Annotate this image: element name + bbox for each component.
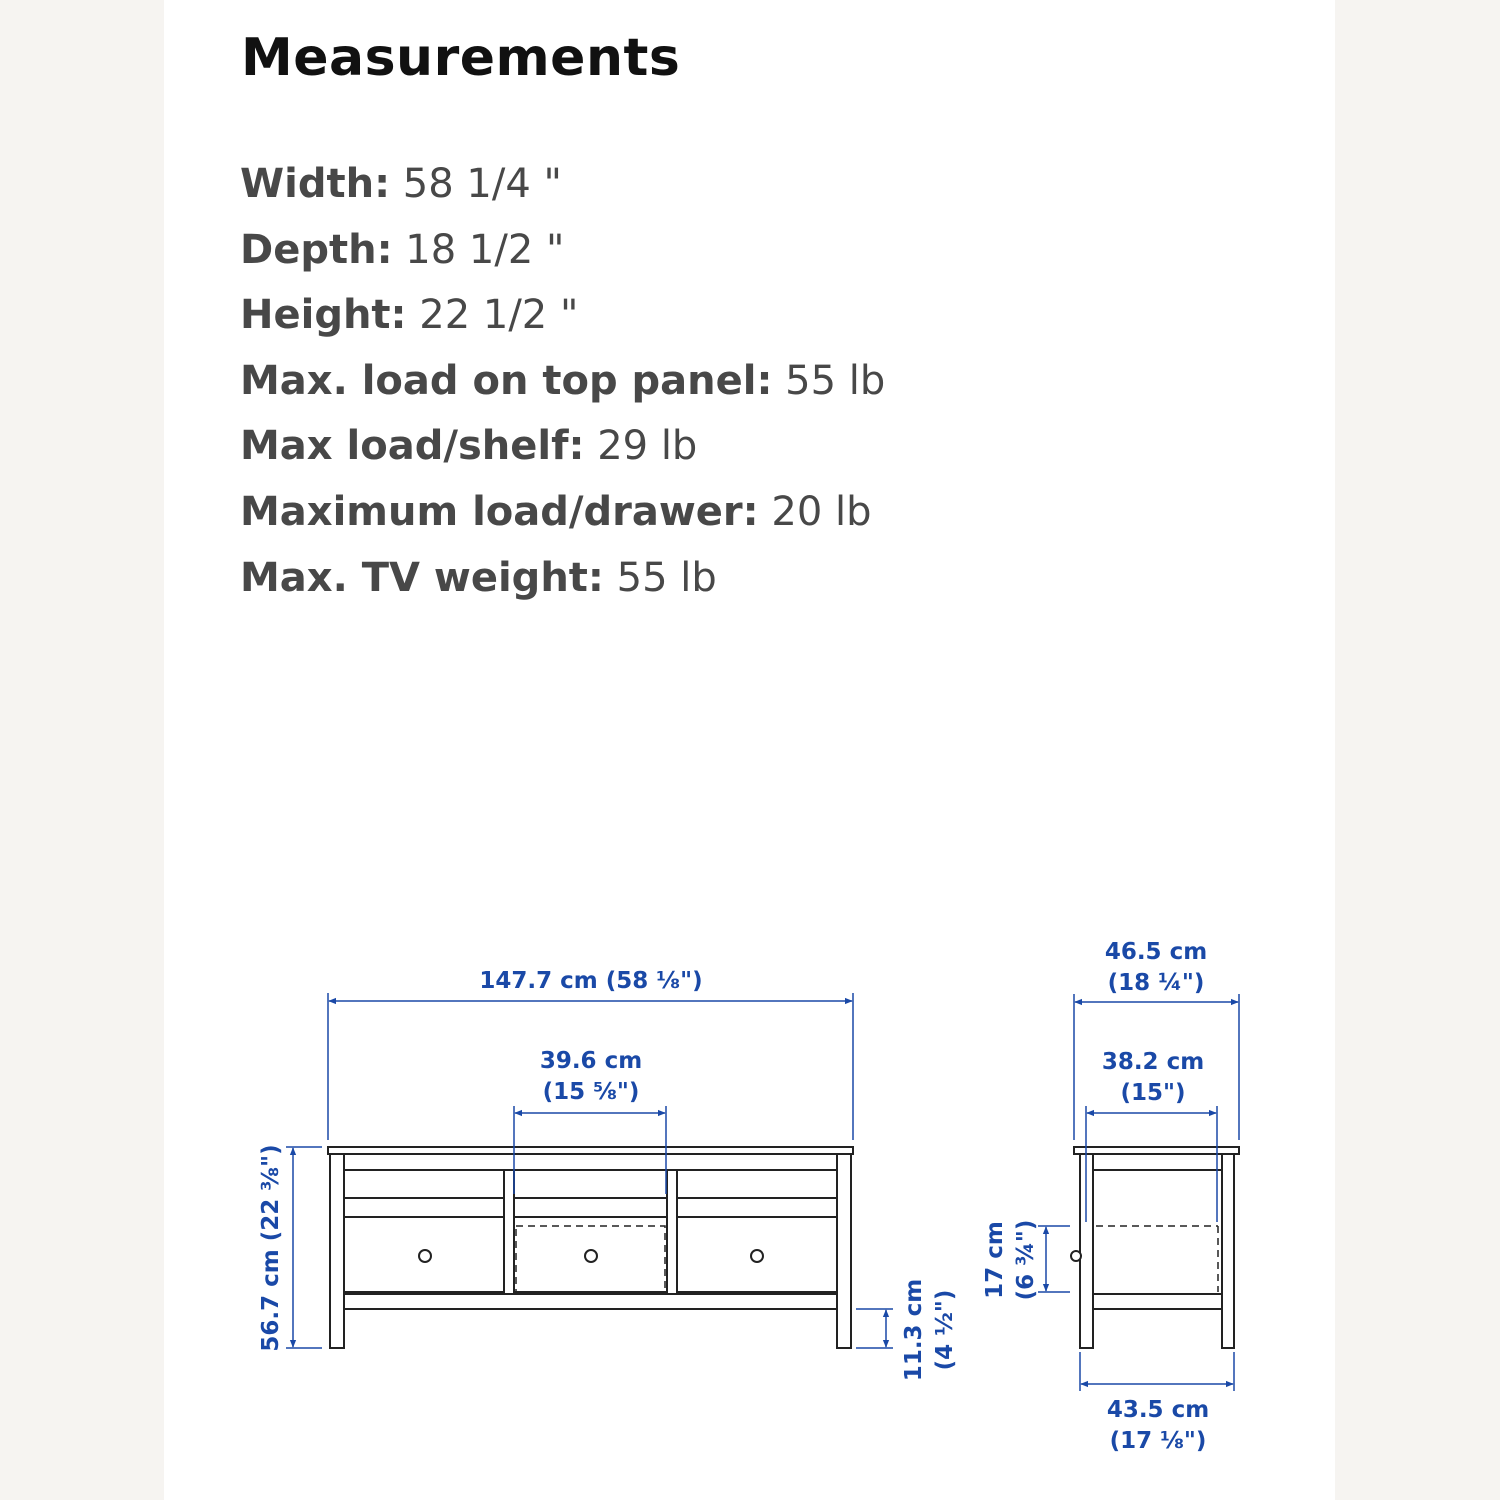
drawer-knob-left (419, 1250, 431, 1262)
spec-value: 58 1/4 " (402, 161, 562, 207)
spec-value: 55 lb (785, 357, 886, 404)
front-upper-rail (344, 1154, 837, 1170)
side-drawer-knob (1071, 1251, 1081, 1261)
spec-label: Max load/shelf: (240, 423, 585, 470)
side-inner-cm: 38.2 cm (1101, 1049, 1205, 1075)
spec-value: 55 lb (616, 554, 717, 601)
side-back-leg (1222, 1154, 1234, 1348)
compartment-width-cm: 39.6 cm (539, 1048, 643, 1074)
front-bottom-shelf (344, 1294, 837, 1309)
spec-value: 18 1/2 " (405, 226, 565, 273)
spec-label: Max. TV weight: (240, 554, 604, 601)
spec-value: 29 lb (597, 423, 698, 470)
front-shelf-left (344, 1198, 504, 1217)
dimension-lines (286, 993, 1239, 1391)
front-height-label: 56.7 cm (22 ⅜") (258, 1144, 284, 1352)
side-depth-cm: 46.5 cm (1104, 939, 1208, 965)
spec-label: Height: (240, 292, 407, 339)
side-drawer-cm: 17 cm (982, 1221, 1008, 1299)
front-divider-left (504, 1170, 514, 1294)
side-depth-in: (18 ¼") (1107, 970, 1205, 996)
compartment-width-in: (15 ⅝") (542, 1079, 640, 1105)
front-drawer-knobs (419, 1250, 763, 1262)
side-bottom-shelf (1093, 1294, 1222, 1309)
drawer-knob-right (751, 1250, 763, 1262)
spec-label: Width: (240, 161, 391, 207)
front-width-label: 147.7 cm (58 ⅛") (479, 968, 703, 994)
spec-label: Max. load on top panel: (240, 357, 773, 404)
front-top-panel (328, 1147, 853, 1154)
leg-height-in: (4 ½") (932, 1289, 958, 1371)
front-shelf-middle (514, 1198, 667, 1217)
spec-value: 20 lb (771, 488, 872, 535)
page-title: Measurements (241, 28, 681, 88)
front-left-leg (330, 1154, 344, 1348)
side-top-panel (1074, 1147, 1239, 1154)
side-drawer-dashed (1096, 1226, 1218, 1292)
side-base-cm: 43.5 cm (1106, 1397, 1210, 1423)
spec-label: Depth: (240, 226, 393, 273)
spec-label: Maximum load/drawer: (240, 488, 759, 535)
front-view-drawing (328, 1147, 853, 1348)
side-upper-rail (1093, 1154, 1222, 1170)
drawer-knob-middle (585, 1250, 597, 1262)
spec-value: 22 1/2 " (419, 292, 579, 339)
side-base-in: (17 ⅛") (1109, 1428, 1207, 1454)
side-inner-in: (15") (1120, 1080, 1186, 1106)
leg-height-cm: 11.3 cm (901, 1278, 927, 1382)
front-divider-right (667, 1170, 677, 1294)
side-view-drawing (1071, 1147, 1239, 1348)
front-shelf-right (677, 1198, 837, 1217)
side-drawer-in: (6 ¾") (1013, 1219, 1039, 1301)
front-right-leg (837, 1154, 851, 1348)
